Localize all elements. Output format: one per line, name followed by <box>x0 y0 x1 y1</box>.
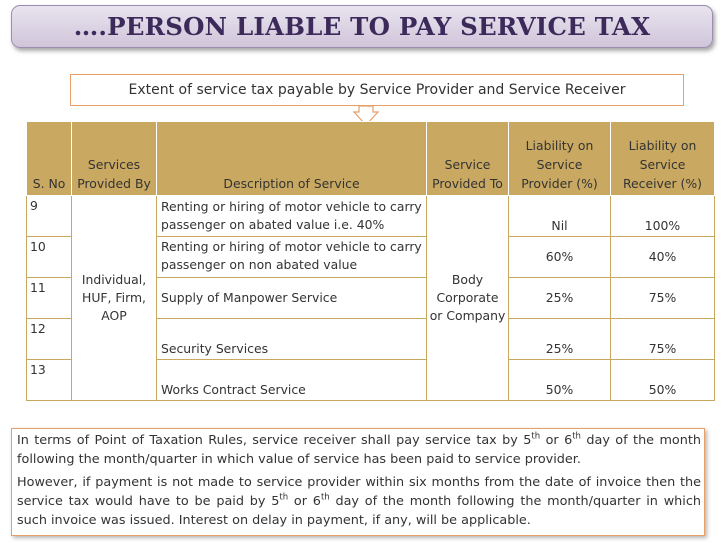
row-description: Security Services <box>157 319 427 360</box>
row-receiver-liability: 100% <box>611 196 715 237</box>
row-provider-liability: 25% <box>509 278 611 319</box>
page-title: ….PERSON LIABLE TO PAY SERVICE TAX <box>73 12 651 41</box>
row-receiver-liability: 75% <box>611 319 715 360</box>
row-receiver-liability: 50% <box>611 360 715 401</box>
note-paragraph-2: However, if payment is not made to service provider within six months from the date of invoice then the service tax would have to be paid by 5th or 6th day of the month following the month/quarter in which such invoice was issued. Interest on delay in payment, if any, will be applicable. <box>17 475 701 528</box>
header-description: Description of Service <box>157 122 427 196</box>
title-banner <box>11 5 713 48</box>
row-description: Supply of Manpower Service <box>157 278 427 319</box>
table-header-row <box>27 122 715 196</box>
header-provider-liability: Liability on Service Provider (%) <box>509 122 611 196</box>
note-box <box>11 428 705 536</box>
subtitle-text: Extent of service tax payable by Service Provider and Service Receiver <box>128 82 626 98</box>
provided-by-cell: Individual, HUF, Firm, AOP <box>72 196 157 401</box>
row-sno: 9 <box>27 196 72 237</box>
row-provider-liability: 25% <box>509 319 611 360</box>
row-provider-liability: 50% <box>509 360 611 401</box>
header-sno: S. No <box>27 122 72 196</box>
row-sno: 13 <box>27 360 72 401</box>
row-description: Works Contract Service <box>157 360 427 401</box>
header-provided-by: Services Provided By <box>72 122 157 196</box>
header-receiver-liability: Liability on Service Receiver (%) <box>611 122 715 196</box>
row-provider-liability: 60% <box>509 237 611 278</box>
row-sno: 10 <box>27 237 72 278</box>
row-sno: 11 <box>27 278 72 319</box>
note-paragraph-1: In terms of Point of Taxation Rules, service receiver shall pay service tax by 5th or 6th day of the month following the month/quarter in which value of service has been paid to service provider. <box>17 431 701 467</box>
row-receiver-liability: 75% <box>611 278 715 319</box>
table-row <box>27 196 715 237</box>
provided-to-cell: Body Corporate or Company <box>427 196 509 401</box>
row-sno: 12 <box>27 319 72 360</box>
row-description: Renting or hiring of motor vehicle to carry passenger on abated value i.e. 40% <box>157 196 427 237</box>
row-receiver-liability: 40% <box>611 237 715 278</box>
header-provided-to: Service Provided To <box>427 122 509 196</box>
row-description: Renting or hiring of motor vehicle to carry passenger on non abated value <box>157 237 427 278</box>
subtitle-box <box>70 74 684 106</box>
row-provider-liability: Nil <box>509 196 611 237</box>
service-tax-table <box>26 121 715 401</box>
